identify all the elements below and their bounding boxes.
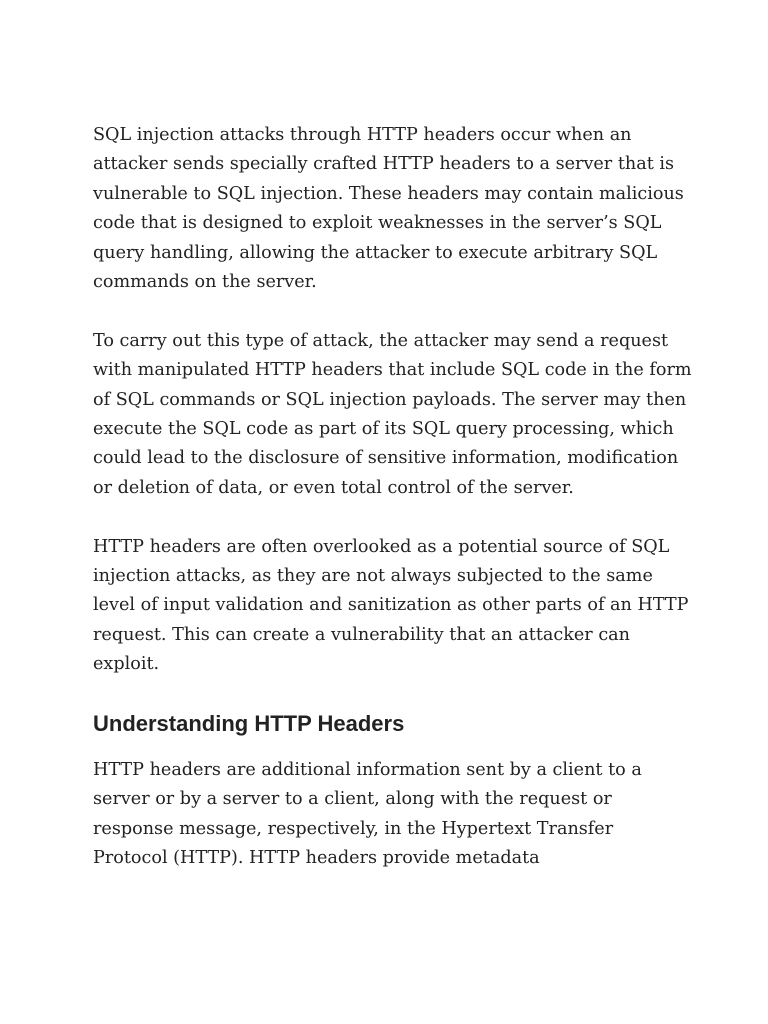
article-body (93, 121, 693, 873)
paragraph-sql-injection-intro: SQL injection attacks through HTTP headers occur when an attacker sends specially crafted HTTP headers to a server that is vulnerable to SQL injection. These headers may contain malicious code that is designed to exploit weaknesses in the server’s SQL query handling, allowing the attacker to execute arbitrary SQL commands on the server. (93, 125, 684, 293)
paragraph-http-headers-definition: HTTP headers are additional information sent by a client to a server or by a server to a client, along with the request or response message, respectively, in the Hypertext Transfer Protocol (HTTP). HTTP headers provide metadata (93, 759, 642, 868)
paragraph-overlooked-headers: HTTP headers are often overlooked as a potential source of SQL injection attacks, as they are not always subjected to the same level of input validation and sanitization as other parts of an HTTP request. This can create a vulnerability that an attacker can exploit. (93, 536, 689, 675)
section-heading: Understanding HTTP Headers (93, 710, 405, 736)
paragraph-attack-method: To carry out this type of attack, the attacker may send a request with manipulated HTTP headers that include SQL code in the form of SQL commands or SQL injection payloads. The server may then execute the SQL code as part of its SQL query processing, which could lead to the disclosure of sensitive information, modification or deletion of data, or even total control of the server. (93, 330, 692, 498)
